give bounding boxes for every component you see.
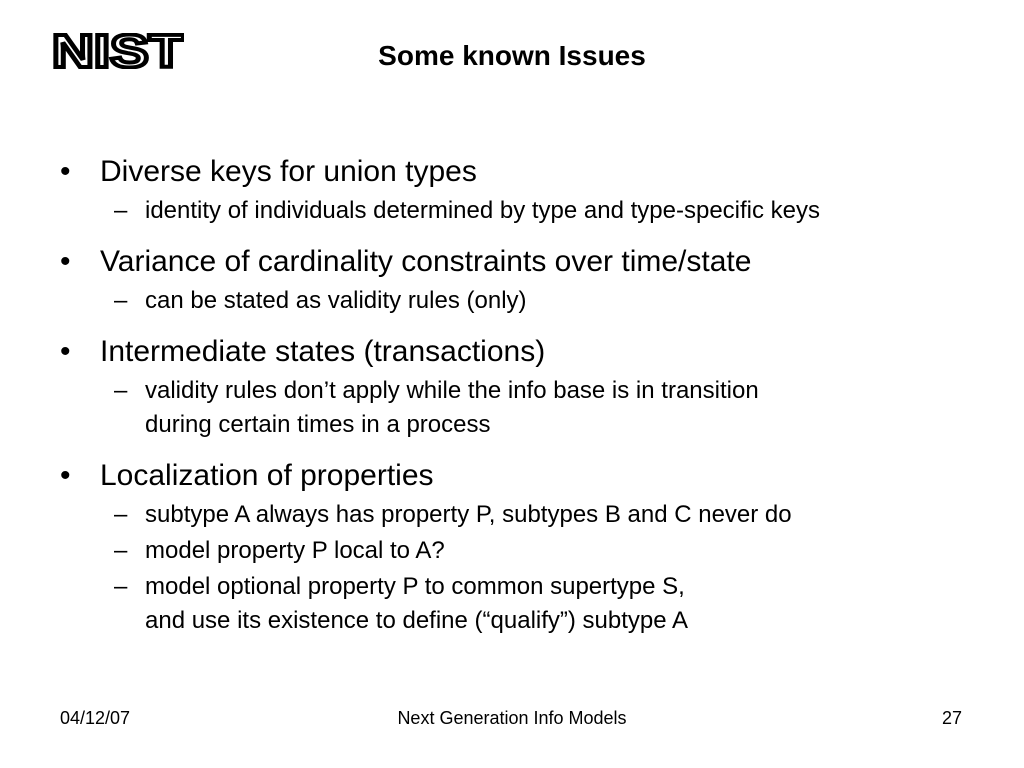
bullet-item bbox=[0, 242, 1024, 318]
sub-bullet-text: identity of individuals determined by type and type-specific keys bbox=[145, 197, 821, 224]
footer-page-number: 27 bbox=[941, 708, 962, 728]
bullet-marker: • bbox=[60, 335, 71, 368]
bullet-text: Localization of properties bbox=[100, 459, 434, 492]
slide-title: Some known Issues bbox=[378, 40, 646, 71]
bullet-marker: • bbox=[60, 245, 71, 278]
sub-bullet-text bbox=[145, 570, 1005, 638]
slide-content bbox=[0, 152, 1024, 638]
sub-bullet-line: and use its existence to define (“qualify”) subtype A bbox=[145, 607, 688, 634]
sub-bullet-item bbox=[0, 194, 1024, 228]
bullet-text: Intermediate states (transactions) bbox=[100, 335, 546, 368]
sub-bullet-text: can be stated as validity rules (only) bbox=[145, 287, 527, 314]
sub-bullet-marker: – bbox=[114, 537, 128, 564]
bullet-item bbox=[0, 152, 1024, 228]
sub-bullet-marker: – bbox=[114, 573, 128, 600]
footer-date: 04/12/07 bbox=[60, 708, 131, 728]
nist-logo-text: NIST bbox=[52, 33, 184, 69]
sub-bullet-marker: – bbox=[114, 197, 128, 224]
bullet-marker: • bbox=[60, 459, 71, 492]
sub-bullet-text: model property P local to A? bbox=[145, 537, 445, 564]
sub-bullet-line: model optional property P to common supertype S, bbox=[145, 573, 685, 600]
sub-bullet-marker: – bbox=[114, 501, 128, 528]
sub-bullet-line: during certain times in a process bbox=[145, 411, 491, 438]
bullet-item bbox=[0, 332, 1024, 442]
bullet-item bbox=[0, 456, 1024, 638]
sub-bullet-text bbox=[145, 374, 1005, 442]
sub-bullet-text: subtype A always has property P, subtypes B and C never do bbox=[145, 501, 792, 528]
sub-bullet-item bbox=[0, 374, 1024, 442]
sub-bullet-item bbox=[0, 534, 1024, 568]
sub-bullet-item bbox=[0, 498, 1024, 532]
bullet-text: Variance of cardinality constraints over time/state bbox=[100, 245, 752, 278]
footer-title: Next Generation Info Models bbox=[397, 708, 627, 728]
sub-bullet-item bbox=[0, 570, 1024, 638]
sub-bullet-marker: – bbox=[114, 287, 128, 314]
sub-bullet-line: validity rules don’t apply while the info base is in transition bbox=[145, 377, 759, 404]
bullet-text: Diverse keys for union types bbox=[100, 155, 477, 188]
sub-bullet-item bbox=[0, 284, 1024, 318]
sub-bullet-marker: – bbox=[114, 377, 128, 404]
bullet-marker: • bbox=[60, 155, 71, 188]
